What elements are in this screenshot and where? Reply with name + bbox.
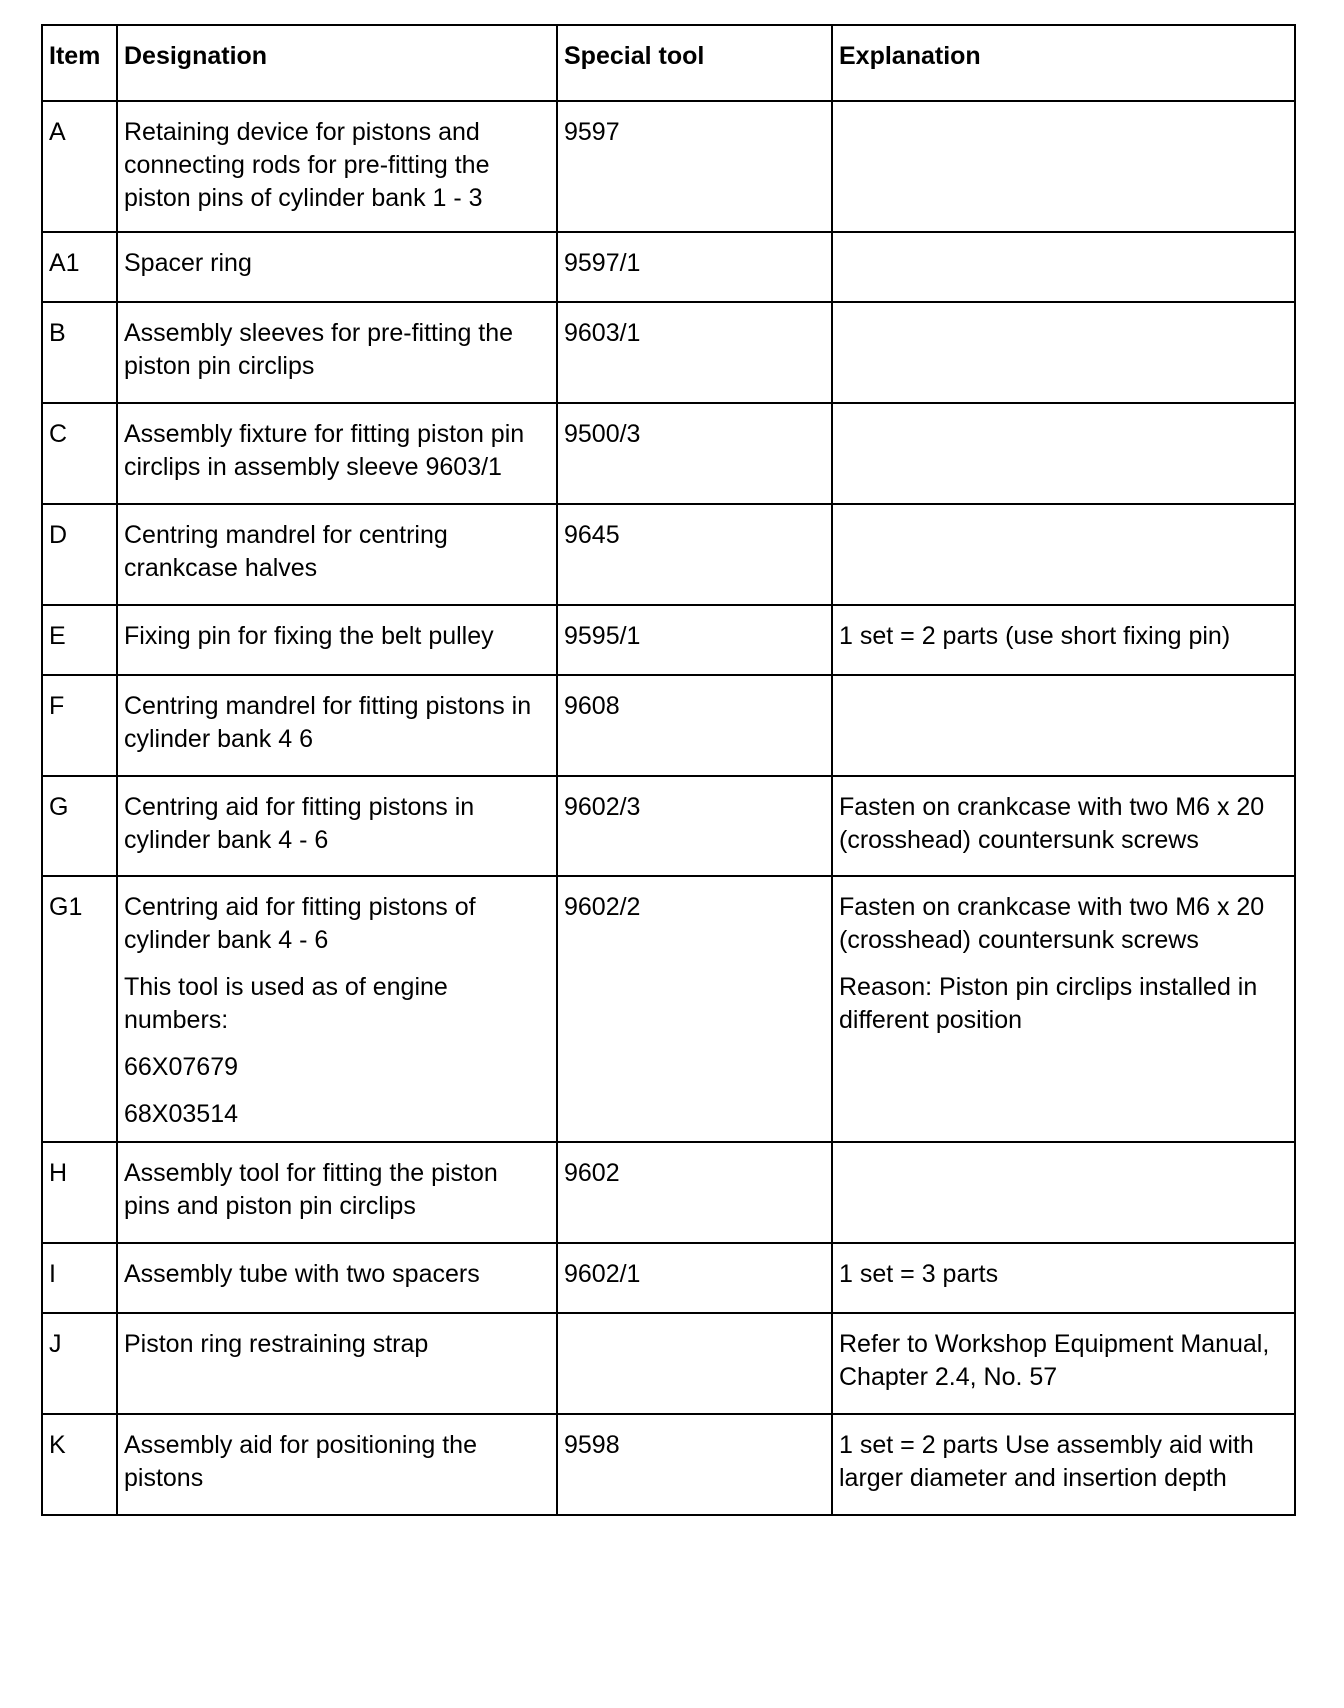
cell-explanation bbox=[832, 232, 1295, 302]
table-row bbox=[42, 232, 1295, 302]
cell-item: G1 bbox=[42, 876, 117, 1142]
designation-line: Assembly aid for positioning the pistons bbox=[124, 1431, 477, 1492]
cell-explanation bbox=[832, 675, 1295, 776]
cell-special-tool: 9598 bbox=[557, 1414, 832, 1515]
cell-explanation bbox=[832, 101, 1295, 232]
table-row bbox=[42, 1243, 1295, 1313]
designation-line: Centring mandrel for centring crankcase halves bbox=[124, 521, 448, 582]
explanation-line: Reason: Piston pin circlips installed in different position bbox=[839, 973, 1258, 1034]
designation-line: Retaining device for pistons and connecting rods for pre-fitting the piston pins of cylinder bank 1 - 3 bbox=[124, 118, 490, 212]
cell-explanation bbox=[832, 876, 1295, 1142]
explanation-line: Fasten on crankcase with two M6 x 20 (crosshead) countersunk screws bbox=[839, 893, 1265, 954]
cell-designation bbox=[117, 1142, 557, 1243]
cell-item: A bbox=[42, 101, 117, 232]
designation-line: Centring aid for fitting pistons in cylinder bank 4 - 6 bbox=[124, 793, 475, 854]
explanation-line: 1 set = 3 parts bbox=[839, 1260, 999, 1288]
cell-special-tool: 9603/1 bbox=[557, 302, 832, 403]
cell-designation bbox=[117, 302, 557, 403]
table-row bbox=[42, 1313, 1295, 1414]
cell-item: B bbox=[42, 302, 117, 403]
cell-explanation bbox=[832, 403, 1295, 504]
table-row bbox=[42, 1414, 1295, 1515]
designation-line: 68X03514 bbox=[124, 1100, 239, 1128]
cell-item: C bbox=[42, 403, 117, 504]
cell-designation bbox=[117, 776, 557, 876]
designation-line: Assembly tool for fitting the piston pins and piston pin circlips bbox=[124, 1159, 498, 1220]
cell-explanation bbox=[832, 1414, 1295, 1515]
header-designation: Designation bbox=[117, 25, 557, 101]
header-explanation: Explanation bbox=[832, 25, 1295, 101]
table-row bbox=[42, 403, 1295, 504]
header-item: Item bbox=[42, 25, 117, 101]
cell-special-tool: 9602/1 bbox=[557, 1243, 832, 1313]
cell-item: K bbox=[42, 1414, 117, 1515]
cell-designation bbox=[117, 1313, 557, 1414]
cell-special-tool: 9500/3 bbox=[557, 403, 832, 504]
designation-line: Assembly sleeves for pre-fitting the piston pin circlips bbox=[124, 319, 514, 380]
cell-designation bbox=[117, 675, 557, 776]
explanation-line: Refer to Workshop Equipment Manual, Chapter 2.4, No. 57 bbox=[839, 1330, 1270, 1391]
table-row bbox=[42, 876, 1295, 1142]
cell-special-tool: 9597/1 bbox=[557, 232, 832, 302]
table-body bbox=[42, 101, 1295, 1515]
header-special-tool: Special tool bbox=[557, 25, 832, 101]
designation-line: Fixing pin for fixing the belt pulley bbox=[124, 622, 494, 650]
cell-explanation bbox=[832, 776, 1295, 876]
cell-item: G bbox=[42, 776, 117, 876]
cell-special-tool: 9608 bbox=[557, 675, 832, 776]
cell-special-tool: 9602 bbox=[557, 1142, 832, 1243]
table-row bbox=[42, 1142, 1295, 1243]
cell-item: A1 bbox=[42, 232, 117, 302]
cell-item: F bbox=[42, 675, 117, 776]
cell-explanation bbox=[832, 1313, 1295, 1414]
cell-designation bbox=[117, 605, 557, 675]
designation-line: This tool is used as of engine numbers: bbox=[124, 973, 448, 1034]
explanation-line: 1 set = 2 parts Use assembly aid with larger diameter and insertion depth bbox=[839, 1431, 1254, 1492]
cell-explanation bbox=[832, 1243, 1295, 1313]
designation-line: Spacer ring bbox=[124, 249, 252, 277]
designation-line: Piston ring restraining strap bbox=[124, 1330, 429, 1358]
table-header bbox=[42, 25, 1295, 101]
cell-designation bbox=[117, 232, 557, 302]
cell-explanation bbox=[832, 1142, 1295, 1243]
header-row bbox=[42, 25, 1295, 101]
cell-designation bbox=[117, 403, 557, 504]
cell-designation bbox=[117, 1243, 557, 1313]
cell-explanation bbox=[832, 302, 1295, 403]
table-row bbox=[42, 675, 1295, 776]
cell-designation bbox=[117, 504, 557, 605]
cell-special-tool bbox=[557, 1313, 832, 1414]
cell-designation bbox=[117, 1414, 557, 1515]
table-row bbox=[42, 605, 1295, 675]
explanation-line: 1 set = 2 parts (use short fixing pin) bbox=[839, 622, 1231, 650]
designation-line: Centring aid for fitting pistons of cylinder bank 4 - 6 bbox=[124, 893, 476, 954]
table-row bbox=[42, 101, 1295, 232]
explanation-line: Fasten on crankcase with two M6 x 20 (crosshead) countersunk screws bbox=[839, 793, 1265, 854]
cell-special-tool: 9602/2 bbox=[557, 876, 832, 1142]
cell-special-tool: 9595/1 bbox=[557, 605, 832, 675]
cell-item: J bbox=[42, 1313, 117, 1414]
table-row bbox=[42, 504, 1295, 605]
cell-explanation bbox=[832, 504, 1295, 605]
table-row bbox=[42, 302, 1295, 403]
cell-designation bbox=[117, 876, 557, 1142]
cell-designation bbox=[117, 101, 557, 232]
cell-item: E bbox=[42, 605, 117, 675]
special-tools-table bbox=[41, 24, 1296, 1516]
table-row bbox=[42, 776, 1295, 876]
cell-special-tool: 9597 bbox=[557, 101, 832, 232]
designation-line: Centring mandrel for fitting pistons in cylinder bank 4 6 bbox=[124, 692, 532, 753]
cell-special-tool: 9645 bbox=[557, 504, 832, 605]
cell-explanation bbox=[832, 605, 1295, 675]
designation-line: Assembly tube with two spacers bbox=[124, 1260, 480, 1288]
cell-special-tool: 9602/3 bbox=[557, 776, 832, 876]
designation-line: 66X07679 bbox=[124, 1053, 239, 1081]
cell-item: H bbox=[42, 1142, 117, 1243]
cell-item: D bbox=[42, 504, 117, 605]
designation-line: Assembly fixture for fitting piston pin circlips in assembly sleeve 9603/1 bbox=[124, 420, 525, 481]
cell-item: I bbox=[42, 1243, 117, 1313]
